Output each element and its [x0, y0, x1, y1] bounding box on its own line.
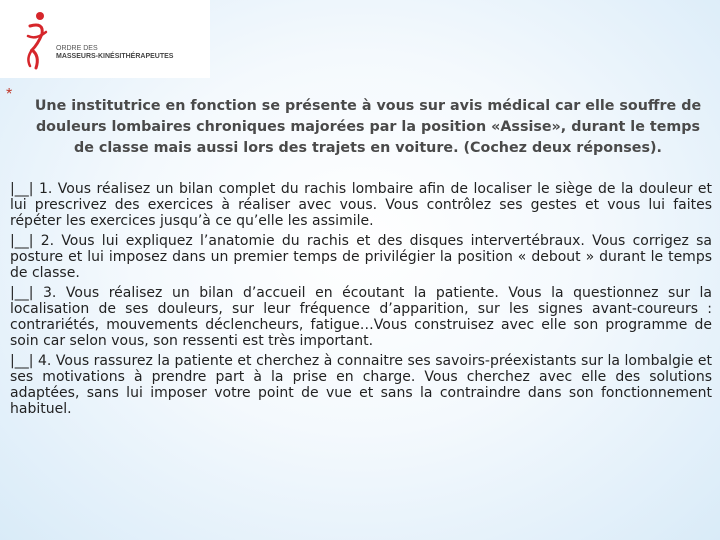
- answer-option-2: [10, 233, 712, 281]
- answer-4-text: 4. Vous rassurez la patiente et cherchez à connaitre ses savoirs-préexistants sur la lombalgie et ses motivations à prendre part à la prise en charge. Vous cherchez avec elle des solutions adaptées, sans lui imposer votre point de vue et sans la contraindre dans son fonctionnement habituel.: [10, 353, 713, 417]
- question-title: Une institutrice en fonction se présente à vous sur avis médical car elle souffre de douleurs lombaires chroniques majorées par la position «Assise», durant le temps de classe mais aussi lors des trajets en voiture. (Cochez deux réponses).: [34, 98, 702, 156]
- answer-1-text: 1. Vous réalisez un bilan complet du rachis lombaire afin de localiser le siège de la douleur et lui prescrivez des exercices à réaliser avec vous. Vous contrôlez ses gestes et vous lui faites répéter les exercices jusqu’à ce qu’elle les assimile.: [10, 181, 713, 229]
- logo: [0, 0, 210, 78]
- answer-1-checkbox[interactable]: |__|: [10, 181, 34, 197]
- logo-figure-icon: [22, 10, 52, 70]
- answer-4-checkbox[interactable]: |__|: [10, 353, 34, 369]
- answer-option-3: [10, 285, 712, 349]
- answer-2-checkbox[interactable]: |__|: [10, 233, 34, 249]
- logo-line-1: ORDRE DES: [56, 45, 98, 52]
- answer-2-text: 2. Vous lui expliquez l’anatomie du rachis et des disques intervertébraux. Vous corrigez sa posture et lui imposez dans un premier temps de privilégier la position « debout » durant le temps de classe.: [10, 233, 712, 281]
- logo-line-2: MASSEURS-KINÉSITHÉRAPEUTES: [56, 53, 174, 60]
- answer-3-checkbox[interactable]: |__|: [10, 285, 34, 301]
- bullet-asterisk: *: [6, 86, 13, 103]
- answer-option-4: [10, 353, 712, 417]
- logo-text: [56, 45, 173, 61]
- answer-list: [10, 181, 712, 421]
- answer-option-1: [10, 181, 712, 229]
- answer-3-text: 3. Vous réalisez un bilan d’accueil en écoutant la patiente. Vous la questionnez sur la localisation de ses douleurs, sur leur fréquence d’apparition, sur les signes avant-coureurs : contrariétés, mouvements déclencheurs, fatigue…Vous construisez avec elle son programme de soin car selon vous, son ressenti est très important.: [10, 285, 713, 349]
